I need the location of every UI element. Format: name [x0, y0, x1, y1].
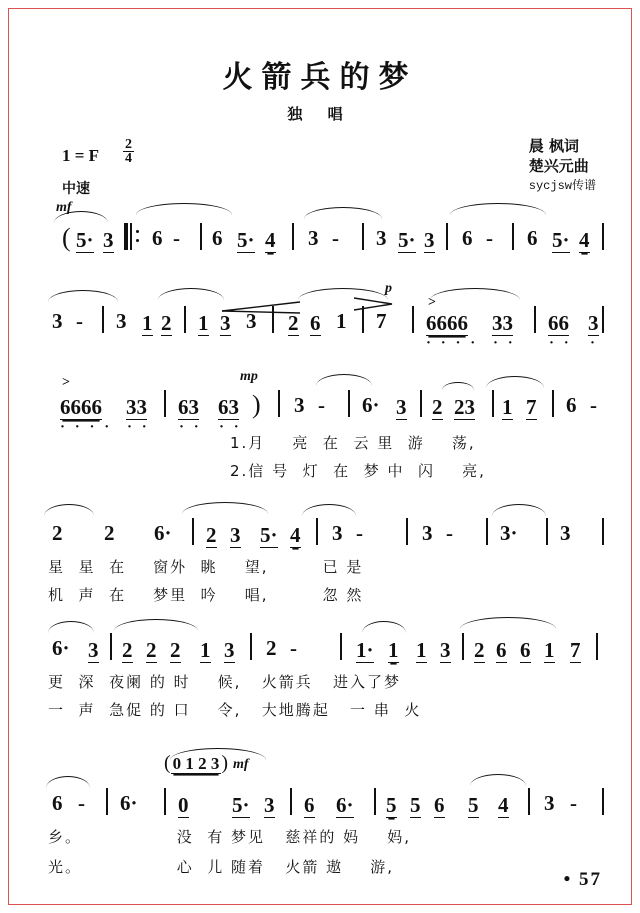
slur: [430, 288, 520, 300]
barline: [546, 518, 548, 545]
slur: [48, 290, 118, 302]
composer: 楚兴元曲: [528, 157, 589, 175]
grace-note-group: ( 0 1 2 3 ): [164, 752, 229, 774]
note: 2: [206, 523, 217, 547]
note: 3: [264, 793, 275, 817]
barline: [446, 223, 448, 250]
slur: [44, 504, 94, 516]
slur: [362, 621, 406, 633]
barline: [406, 518, 408, 545]
meter-denominator: 4: [125, 151, 132, 166]
dynamic-mf-2: mf: [233, 757, 249, 772]
lyrics-verse-1: 乡。 没 有 梦见 慈祥的 妈 妈,: [48, 828, 411, 846]
barline: [412, 306, 414, 333]
page-number: [564, 869, 602, 891]
lyrics-verse-2: 2.信 号 灯 在 梦 中 闪 亮,: [230, 462, 486, 480]
note: 5: [468, 793, 479, 817]
note: 6·: [52, 636, 70, 660]
note: 6: [527, 226, 538, 250]
note: -: [486, 226, 493, 250]
note: 1·: [356, 638, 374, 662]
note: 3: [544, 791, 555, 815]
barline: [102, 306, 104, 333]
accent-mark: >: [428, 295, 436, 310]
barline: [362, 306, 364, 333]
barline: [272, 306, 274, 333]
slur: [182, 502, 268, 514]
barline: [528, 788, 530, 815]
barline: [596, 633, 598, 660]
barline: [340, 633, 342, 660]
note: 4: [498, 793, 509, 817]
note: 7: [570, 638, 581, 662]
note: 3: [294, 393, 305, 417]
barline: [362, 223, 364, 250]
note: 2: [170, 638, 181, 662]
barline: [292, 223, 294, 250]
note: 5: [386, 793, 397, 817]
note-row: [40, 635, 602, 669]
note: 3: [422, 521, 433, 545]
note: 3·: [500, 521, 518, 545]
barline: [374, 788, 376, 815]
barline: [512, 223, 514, 250]
note-row: [40, 225, 602, 259]
note: 6: [212, 226, 223, 250]
note: 1: [200, 638, 211, 662]
credits-block: [529, 136, 596, 196]
barline: [316, 518, 318, 545]
note: 2: [474, 638, 485, 662]
note: 2: [288, 311, 299, 335]
barline: [192, 518, 194, 545]
note: 6: [520, 638, 531, 662]
barline: [534, 306, 536, 333]
note: 1: [502, 395, 513, 419]
note: 3: [424, 228, 435, 252]
note: 3: [88, 638, 99, 662]
note-row: [40, 308, 602, 351]
slur: [492, 504, 546, 516]
music-system-4: [40, 520, 602, 604]
music-system-2: [40, 295, 602, 354]
octave-dots: · · · ·: [60, 419, 113, 435]
note: 5·: [552, 228, 570, 252]
note: 3: [116, 309, 127, 333]
music-system-5: [40, 635, 602, 719]
note: 6·: [362, 393, 380, 417]
octave-dots: · · · ·: [426, 335, 479, 351]
note: 23: [454, 395, 475, 419]
note: -: [590, 393, 597, 417]
note: -: [78, 791, 85, 815]
slur: [46, 776, 90, 788]
slur: [48, 621, 94, 633]
slur: [470, 774, 526, 786]
tie: [442, 382, 474, 390]
barline: [106, 788, 108, 815]
barline: [164, 390, 166, 417]
slur: [316, 374, 372, 386]
note: 7: [526, 395, 537, 419]
note: 33: [492, 311, 513, 335]
note: -: [446, 521, 453, 545]
note: 1: [198, 311, 209, 335]
note: 1: [544, 638, 555, 662]
meter-numerator: 2: [125, 137, 132, 152]
note: 63: [218, 395, 239, 419]
note: 3: [332, 521, 343, 545]
note: 3: [230, 523, 241, 547]
octave-dots: ·: [590, 335, 599, 351]
barline: [602, 788, 604, 815]
lyrics-verse-1: 1.月 亮 在 云 里 游 荡,: [230, 434, 476, 452]
note: -: [76, 309, 83, 333]
barline: [420, 390, 422, 417]
note: 3: [224, 638, 235, 662]
time-signature: [123, 138, 134, 165]
note: 4: [265, 228, 276, 252]
note: 3: [396, 395, 407, 419]
note: 33: [126, 395, 147, 419]
note: 66: [548, 311, 569, 335]
note: -: [332, 226, 339, 250]
note: -: [173, 226, 180, 250]
slur: [302, 504, 356, 516]
lyrics-verse-2: 机 声 在 梦里 吟 唱, 忽 然: [48, 586, 364, 604]
slur: [136, 203, 232, 215]
barline: [184, 306, 186, 333]
note: -: [356, 521, 363, 545]
barline: [602, 518, 604, 545]
slur: [114, 619, 198, 631]
note: 6666: [60, 395, 102, 419]
note: 5·: [232, 793, 250, 817]
note: 3: [220, 311, 231, 335]
note: 3: [52, 309, 63, 333]
note: 1: [416, 638, 427, 662]
slur: [158, 288, 224, 300]
note: 3: [560, 521, 571, 545]
barline: [250, 633, 252, 660]
note: 3: [308, 226, 319, 250]
note: 6·: [336, 793, 354, 817]
lyricist: 晨 枫词: [528, 137, 580, 155]
phrase-paren-close: ): [252, 390, 261, 419]
note: 3: [246, 309, 257, 333]
note: 6: [310, 311, 321, 335]
barline: [602, 306, 604, 333]
source-note: sycjsw传谱: [528, 179, 596, 193]
note: -: [570, 791, 577, 815]
note: 0: [178, 793, 189, 817]
octave-dots: · ·: [127, 419, 150, 435]
note: 5·: [76, 228, 94, 252]
note: 6: [304, 793, 315, 817]
slur: [450, 203, 546, 215]
barline: [348, 390, 350, 417]
note: 3: [440, 638, 451, 662]
note: 6: [152, 226, 163, 250]
note: 6: [566, 393, 577, 417]
page-title: 火箭兵的梦: [222, 60, 418, 95]
note: 6: [496, 638, 507, 662]
note: 6·: [154, 521, 172, 545]
octave-dots: · ·: [549, 335, 572, 351]
note: 3: [588, 311, 599, 335]
note: 6·: [120, 791, 138, 815]
octave-dots: · ·: [179, 419, 202, 435]
slur: [486, 376, 544, 388]
note: 1: [142, 311, 153, 335]
note: 1: [336, 309, 347, 333]
note: 4: [290, 523, 301, 547]
note: 5·: [398, 228, 416, 252]
note: 2: [52, 521, 63, 545]
note: 2: [104, 521, 115, 545]
key-signature: 1 = F: [62, 146, 100, 165]
lyrics-verse-2: 光。 心 儿 随着 火箭 遨 游,: [48, 858, 394, 876]
note: 2: [146, 638, 157, 662]
music-system-1: [40, 225, 602, 271]
dynamic-mp: mp: [240, 369, 258, 384]
slur: [460, 617, 556, 629]
tempo-marking: 中速: [62, 181, 90, 197]
note: -: [318, 393, 325, 417]
dynamic-p: p: [385, 281, 392, 296]
note: 5·: [260, 523, 278, 547]
note: 5·: [237, 228, 255, 252]
barline: [110, 633, 112, 660]
note: 7: [376, 309, 387, 333]
note: 6: [52, 791, 63, 815]
note: 2: [122, 638, 133, 662]
repeat-sign: [124, 223, 134, 250]
barline: [290, 788, 292, 815]
barline: [200, 223, 202, 250]
note-row: [40, 520, 602, 554]
barline: [552, 390, 554, 417]
barline: [164, 788, 166, 815]
barline: [462, 633, 464, 660]
slur: [304, 207, 382, 219]
note: 1: [388, 638, 399, 662]
note: 4: [579, 228, 590, 252]
lyrics-verse-2: 一 声 急促 的 口 令, 大地腾起 一 串 火: [48, 701, 422, 719]
lyrics-verse-1: 更 深 夜阑 的 时 候, 火箭兵 进入了梦: [48, 673, 402, 691]
page-number-value: 57: [579, 869, 602, 890]
note: 63: [178, 395, 199, 419]
dynamic-mf-1: mf: [56, 200, 72, 215]
note-row: [40, 790, 602, 824]
barline: [492, 390, 494, 417]
note: 6666: [426, 311, 468, 335]
note: 2: [432, 395, 443, 419]
note-row: [40, 390, 602, 435]
barline: [278, 390, 280, 417]
barline: [602, 223, 604, 250]
note: 6: [434, 793, 445, 817]
note: 3: [103, 228, 114, 252]
barline: [486, 518, 488, 545]
phrase-paren-open: (: [62, 223, 71, 252]
note: 2: [266, 636, 277, 660]
note: 2: [161, 311, 172, 335]
accent-mark: >: [62, 375, 70, 390]
note: 6: [462, 226, 473, 250]
note: 3: [376, 226, 387, 250]
lyrics-verse-1: 星 星 在 窗外 眺 望, 已 是: [48, 558, 364, 576]
note: 5: [410, 793, 421, 817]
page-number-bullet: •: [563, 869, 573, 890]
octave-dots: · ·: [219, 419, 242, 435]
octave-dots: · ·: [493, 335, 516, 351]
page-subtitle: 独 唱: [287, 105, 353, 123]
note: -: [290, 636, 297, 660]
